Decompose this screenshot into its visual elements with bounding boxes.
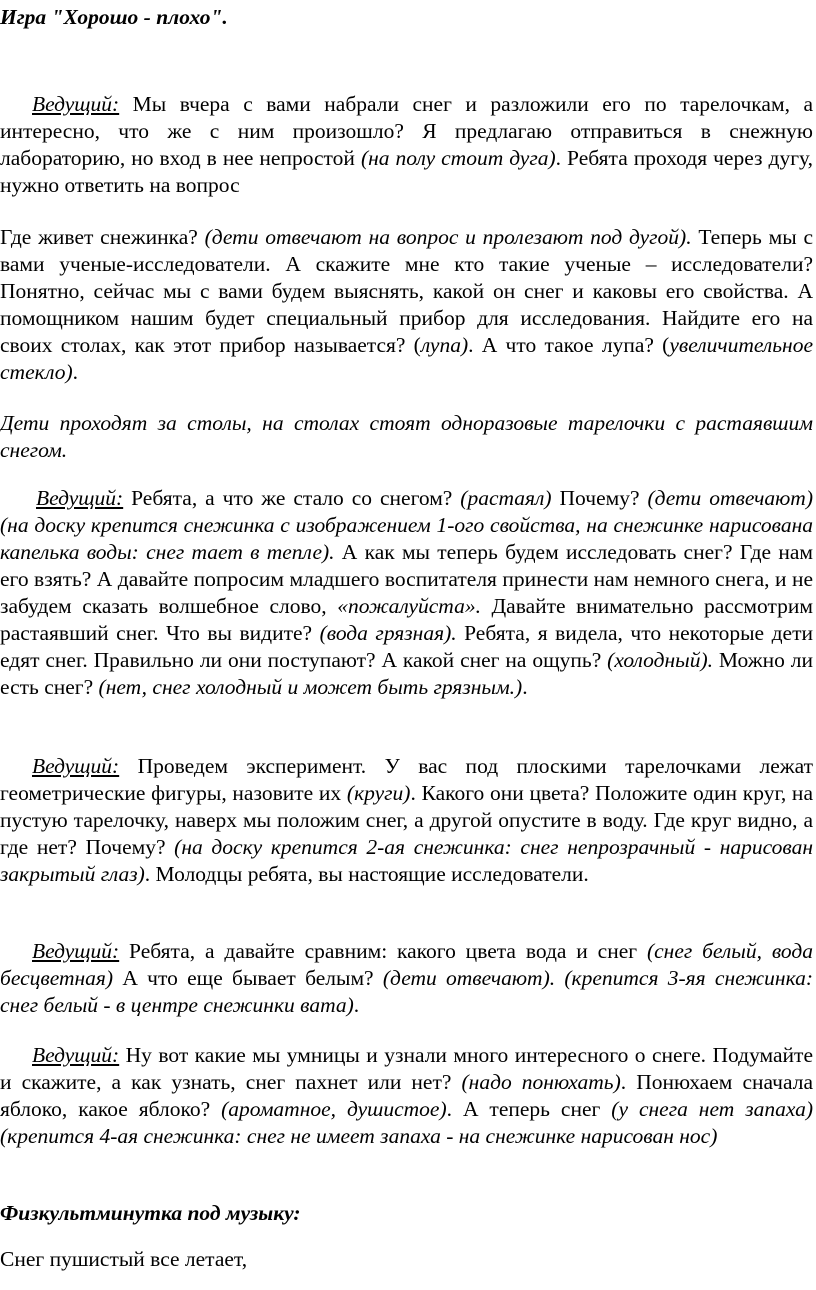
speaker-label: Ведущий: xyxy=(32,754,120,778)
text: Где живет снежинка? xyxy=(0,225,205,249)
remark: (надо понюхать) xyxy=(461,1070,621,1094)
remark: лупа) xyxy=(420,333,469,357)
remark: Дети проходят за столы, на столах стоят одноразовые тарелочки с растаявшим снегом. xyxy=(0,411,813,462)
text: Можно ли есть снег? xyxy=(0,648,813,699)
remark: (на полу стоит дуга) xyxy=(360,146,556,170)
paragraph-7 xyxy=(0,1042,813,1150)
text: Теперь мы с вами ученые-исследователи. А скажите мне кто такие ученые – исследователи? Понятно, сейчас мы с вами будем выяснять, какой он снег и каковы его свойства. А помощником нашим будет специальный прибор для исследования. Найдите его на своих столах, как этот прибор называется? ( xyxy=(0,225,813,357)
text: . Ребята проходя через дугу, нужно ответить на вопрос xyxy=(0,146,814,197)
text: . А что такое лупа? ( xyxy=(468,333,670,357)
speaker-label: Ведущий: xyxy=(32,92,120,116)
text: А что еще бывает белым? xyxy=(113,966,383,990)
text: Ну вот какие мы умницы и узнали много интересного о снеге. Подумайте и скажите, а как узнать, снег пахнет или нет? xyxy=(0,1043,813,1094)
paragraph-2 xyxy=(0,224,813,386)
speaker-label: Ведущий: xyxy=(36,486,124,510)
text: Ребята, а давайте сравним: какого цвета вода и снег xyxy=(119,939,647,963)
text: Мы вчера с вами набрали снег и разложили его по тарелочкам, а интересно, что же с ним произошло? Я предлагаю отправиться в снежную лабораторию, но вход в нее непростой xyxy=(0,92,813,170)
speaker-label: Ведущий: xyxy=(32,1043,120,1067)
text: . Молодцы ребята, вы настоящие исследователи. xyxy=(144,862,589,886)
section-heading: Физкультминутка под музыку: xyxy=(0,1201,301,1225)
text: . Какого они цвета? Положите один круг, на пустую тарелочку, наверх мы положим снег, а другой опустите в воду. Где круг видно, а где нет? Почему? xyxy=(0,781,813,859)
text: Почему? xyxy=(551,486,648,510)
text: . xyxy=(353,993,360,1017)
remark: (дети отвечают) (на доску крепится снежинка с изображением 1-ого свойства, на снежинке нарисована капелька воды: снег тает в тепле). xyxy=(0,486,813,564)
remark: (круги) xyxy=(346,781,411,805)
text: Давайте внимательно рассмотрим растаявший снег. Что вы видите? xyxy=(0,594,813,645)
speaker-label: Ведущий: xyxy=(32,939,120,963)
poem-line: Снег пушистый все летает, xyxy=(0,1247,248,1271)
paragraph-4 xyxy=(0,485,813,701)
remark: (снег белый, вода бесцветная) xyxy=(0,939,813,990)
remark: (нет, снег холодный и может быть грязным.) xyxy=(98,675,523,699)
text: . А теперь снег xyxy=(446,1097,612,1121)
remark: (дети отвечают). (крепится 3-яя снежинка: снег белый - в центре снежинки вата) xyxy=(0,966,813,1017)
text: А как мы теперь будем исследовать снег? Где нам его взять? А давайте попросим младшего воспитателя принести нам немного снега, и не забудем сказать волшебное слово, xyxy=(0,540,813,618)
remark: (вода грязная). xyxy=(319,621,457,645)
paragraph-1 xyxy=(0,91,813,199)
remark: (у снега нет запаха) (крепится 4-ая снежинка: снег не имеет запаха - на снежинке нарисован нос) xyxy=(0,1097,814,1148)
text: . Понюхаем сначала яблоко, какое яблоко? xyxy=(0,1070,813,1121)
remark: (на доску крепится 2-ая снежинка: снег непрозрачный - нарисован закрытый глаз) xyxy=(0,835,813,886)
paragraph-5 xyxy=(0,753,813,888)
remark: (ароматное, душистое) xyxy=(221,1097,447,1121)
paragraph-6 xyxy=(0,938,813,1019)
text: Ребята, я видела, что некоторые дети едят снег. Правильно ли они поступают? А какой снег на ощупь? xyxy=(0,621,813,672)
text: Проведем эксперимент. У вас под плоскими тарелочками лежат геометрические фигуры, назовите их xyxy=(0,754,813,805)
remark: (холодный). xyxy=(607,648,714,672)
game-title: Игра "Хорошо - плохо". xyxy=(0,5,228,29)
paragraph-3 xyxy=(0,410,813,464)
text: . xyxy=(522,675,528,699)
remark: (растаял) xyxy=(460,486,552,510)
remark: «пожалуйста». xyxy=(337,594,481,618)
remark: увеличительное стекло) xyxy=(0,333,813,384)
remark: (дети отвечают на вопрос и пролезают под дугой). xyxy=(204,225,692,249)
text: . xyxy=(72,360,79,384)
text: Ребята, а что же стало со снегом? xyxy=(123,486,461,510)
